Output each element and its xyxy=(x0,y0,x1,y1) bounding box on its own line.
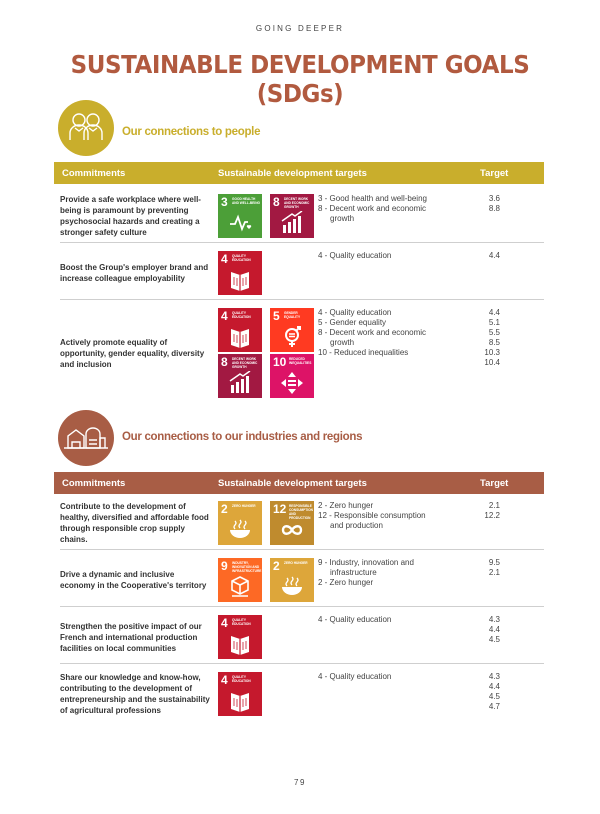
target-line xyxy=(318,318,468,328)
commitment-text: Contribute to the development of healthy, diversified and affordable food through responsible crop supply chains. xyxy=(60,502,209,544)
book-icon xyxy=(228,632,252,656)
target-line xyxy=(318,672,468,682)
table-row xyxy=(60,501,544,547)
sdg-label: INDUSTRY, INNOVATION AND INFRASTRUCTURE xyxy=(232,561,262,573)
sdg-label: RESPONSIBLE CONSUMPTION AND PRODUCTION xyxy=(289,504,313,520)
target-line xyxy=(318,511,468,521)
sdg-10-tile xyxy=(270,354,314,398)
table-row xyxy=(60,308,544,396)
sdg-number: 3 xyxy=(221,195,228,209)
target-value: 12.2 xyxy=(484,511,500,520)
target-value: 4.4 xyxy=(488,625,500,634)
target-text: 5 - Gender equality xyxy=(318,318,387,327)
sdg-3-tile xyxy=(218,194,262,238)
target-line xyxy=(318,501,468,511)
target-text: 2 - Zero hunger xyxy=(318,501,374,510)
section-title-industries: Our connections to our industries and regions xyxy=(122,431,363,443)
section-title-people: Our connections to people xyxy=(122,126,261,138)
book-icon xyxy=(228,689,252,713)
target-value: 4.5 xyxy=(488,635,500,644)
growth-chart-icon xyxy=(280,211,304,235)
commitment-text: Strengthen the positive impact of our French and international production facilities on local communities xyxy=(60,622,202,653)
target-line xyxy=(318,558,468,568)
sdg-number: 12 xyxy=(273,502,287,516)
target-text: 4 - Quality education xyxy=(318,251,392,260)
target-text: 2 - Zero hunger xyxy=(318,578,374,587)
page-number: 79 xyxy=(294,778,306,787)
column-target: Target xyxy=(480,168,509,179)
bowl-icon xyxy=(228,518,252,542)
commitment-text: Drive a dynamic and inclusive economy in the Cooperative's territory xyxy=(60,570,207,590)
target-value: 5.1 xyxy=(488,318,500,327)
target-text: 9 - Industry, innovation and xyxy=(318,558,414,567)
sdg-label: GOOD HEALTH AND WELL-BEING xyxy=(232,197,260,205)
sdg-12-tile xyxy=(270,501,314,545)
target-line xyxy=(318,521,468,531)
heartbeat-icon xyxy=(228,211,252,235)
target-line xyxy=(318,348,468,358)
target-value: 4.4 xyxy=(488,251,500,260)
target-line xyxy=(318,615,468,625)
target-value: 8.8 xyxy=(488,204,500,213)
sdg-8-tile xyxy=(218,354,262,398)
people-icon xyxy=(58,100,114,156)
target-value: 10.3 xyxy=(484,348,500,357)
sdg-number: 4 xyxy=(221,616,228,630)
book-icon xyxy=(228,268,252,292)
growth-chart-icon xyxy=(228,371,252,395)
commitment-text: Provide a safe workplace where well-being is paramount by preventing psychosocial hazards and creating a stronger safety culture xyxy=(60,195,201,237)
sdg-2-tile xyxy=(218,501,262,545)
target-line xyxy=(318,194,468,204)
page-kicker: GOING DEEPER xyxy=(255,24,345,33)
commitment-text: Actively promote equality of opportunity, gender equality, diversity and inclusion xyxy=(60,338,205,369)
target-line xyxy=(318,568,468,578)
target-text: 8 - Decent work and economic xyxy=(318,204,427,213)
table-row xyxy=(60,251,544,297)
sdg-number: 2 xyxy=(221,502,228,516)
target-text: 4 - Quality education xyxy=(318,308,392,317)
table-row xyxy=(60,672,544,728)
sdg-label: DECENT WORK AND ECONOMIC GROWTH xyxy=(284,197,310,209)
table-row xyxy=(60,558,544,604)
target-line xyxy=(318,578,468,588)
sdg-number: 9 xyxy=(221,559,228,573)
target-text: infrastructure xyxy=(330,568,377,577)
table-row xyxy=(60,615,544,661)
target-value: 4.7 xyxy=(488,702,500,711)
table-header-industries xyxy=(54,472,544,494)
column-commitments: Commitments xyxy=(62,168,126,179)
target-text: 12 - Responsible consumption xyxy=(318,511,426,520)
book-icon xyxy=(228,325,252,349)
sdg-number: 4 xyxy=(221,309,228,323)
equality-icon xyxy=(280,371,304,395)
sdg-label: QUALITY EDUCATION xyxy=(232,675,251,683)
target-value: 4.4 xyxy=(488,682,500,691)
sdg-2-tile xyxy=(270,558,314,602)
column-commitments: Commitments xyxy=(62,478,126,489)
sdg-label: DECENT WORK AND ECONOMIC GROWTH xyxy=(232,357,258,369)
target-text: 4 - Quality education xyxy=(318,672,392,681)
sdg-label: ZERO HUNGER xyxy=(232,504,256,508)
sdg-8-tile xyxy=(270,194,314,238)
farm-buildings-icon xyxy=(58,410,114,466)
sdg-number: 8 xyxy=(221,355,228,369)
column-targets: Sustainable development targets xyxy=(218,168,367,179)
table-row xyxy=(60,194,544,240)
target-text: 10 - Reduced inequalities xyxy=(318,348,409,357)
target-line xyxy=(318,308,468,318)
sdg-4-tile xyxy=(218,615,262,659)
target-value: 4.4 xyxy=(488,308,500,317)
sdg-label: QUALITY EDUCATION xyxy=(232,618,251,626)
sdg-number: 5 xyxy=(273,309,280,323)
sdg-number: 4 xyxy=(221,673,228,687)
sdg-number: 2 xyxy=(273,559,280,573)
target-value: 2.1 xyxy=(488,568,500,577)
sdg-label: GENDER EQUALITY xyxy=(284,311,301,319)
target-value: 10.4 xyxy=(484,358,500,367)
column-target: Target xyxy=(480,478,509,489)
commitment-text: Boost the Group's employer brand and increase colleague employability xyxy=(60,263,209,283)
gender-icon xyxy=(280,325,304,349)
target-value: 4.5 xyxy=(488,692,500,701)
sdg-label: REDUCED INEQUALITIES xyxy=(289,357,312,365)
sdg-label: QUALITY EDUCATION xyxy=(232,254,251,262)
sdg-9-tile xyxy=(218,558,262,602)
sdg-label: ZERO HUNGER xyxy=(284,561,308,565)
page-title: SUSTAINABLE DEVELOPMENT GOALS (SDGs) xyxy=(70,50,530,108)
sdg-4-tile xyxy=(218,308,262,352)
target-value: 4.3 xyxy=(488,615,500,624)
sdg-5-tile xyxy=(270,308,314,352)
target-text: 8 - Decent work and economic xyxy=(318,328,427,337)
target-value: 4.3 xyxy=(488,672,500,681)
cubes-icon xyxy=(228,575,252,599)
target-text: 3 - Good health and well-being xyxy=(318,194,427,203)
infinity-icon xyxy=(280,518,304,542)
sdg-label: QUALITY EDUCATION xyxy=(232,311,251,319)
target-value: 3.6 xyxy=(488,194,500,203)
target-text: 4 - Quality education xyxy=(318,615,392,624)
table-header-people xyxy=(54,162,544,184)
target-value: 9.5 xyxy=(488,558,500,567)
target-value: 5.5 xyxy=(488,328,500,337)
target-value: 2.1 xyxy=(488,501,500,510)
sdg-4-tile xyxy=(218,251,262,295)
target-text: growth xyxy=(330,214,355,223)
target-value: 8.5 xyxy=(488,338,500,347)
target-line xyxy=(318,251,468,261)
target-text: and production xyxy=(330,521,383,530)
sdg-number: 10 xyxy=(273,355,287,369)
column-targets: Sustainable development targets xyxy=(218,478,367,489)
target-line xyxy=(318,338,468,348)
sdg-number: 4 xyxy=(221,252,228,266)
bowl-icon xyxy=(280,575,304,599)
sdg-number: 8 xyxy=(273,195,280,209)
target-line xyxy=(318,328,468,338)
sdg-4-tile xyxy=(218,672,262,716)
commitment-text: Share our knowledge and know-how, contributing to the development of entrepreneurship and the sustainability of agricultural professions xyxy=(60,673,210,715)
target-text: growth xyxy=(330,338,355,347)
target-line xyxy=(318,214,468,224)
target-line xyxy=(318,204,468,214)
